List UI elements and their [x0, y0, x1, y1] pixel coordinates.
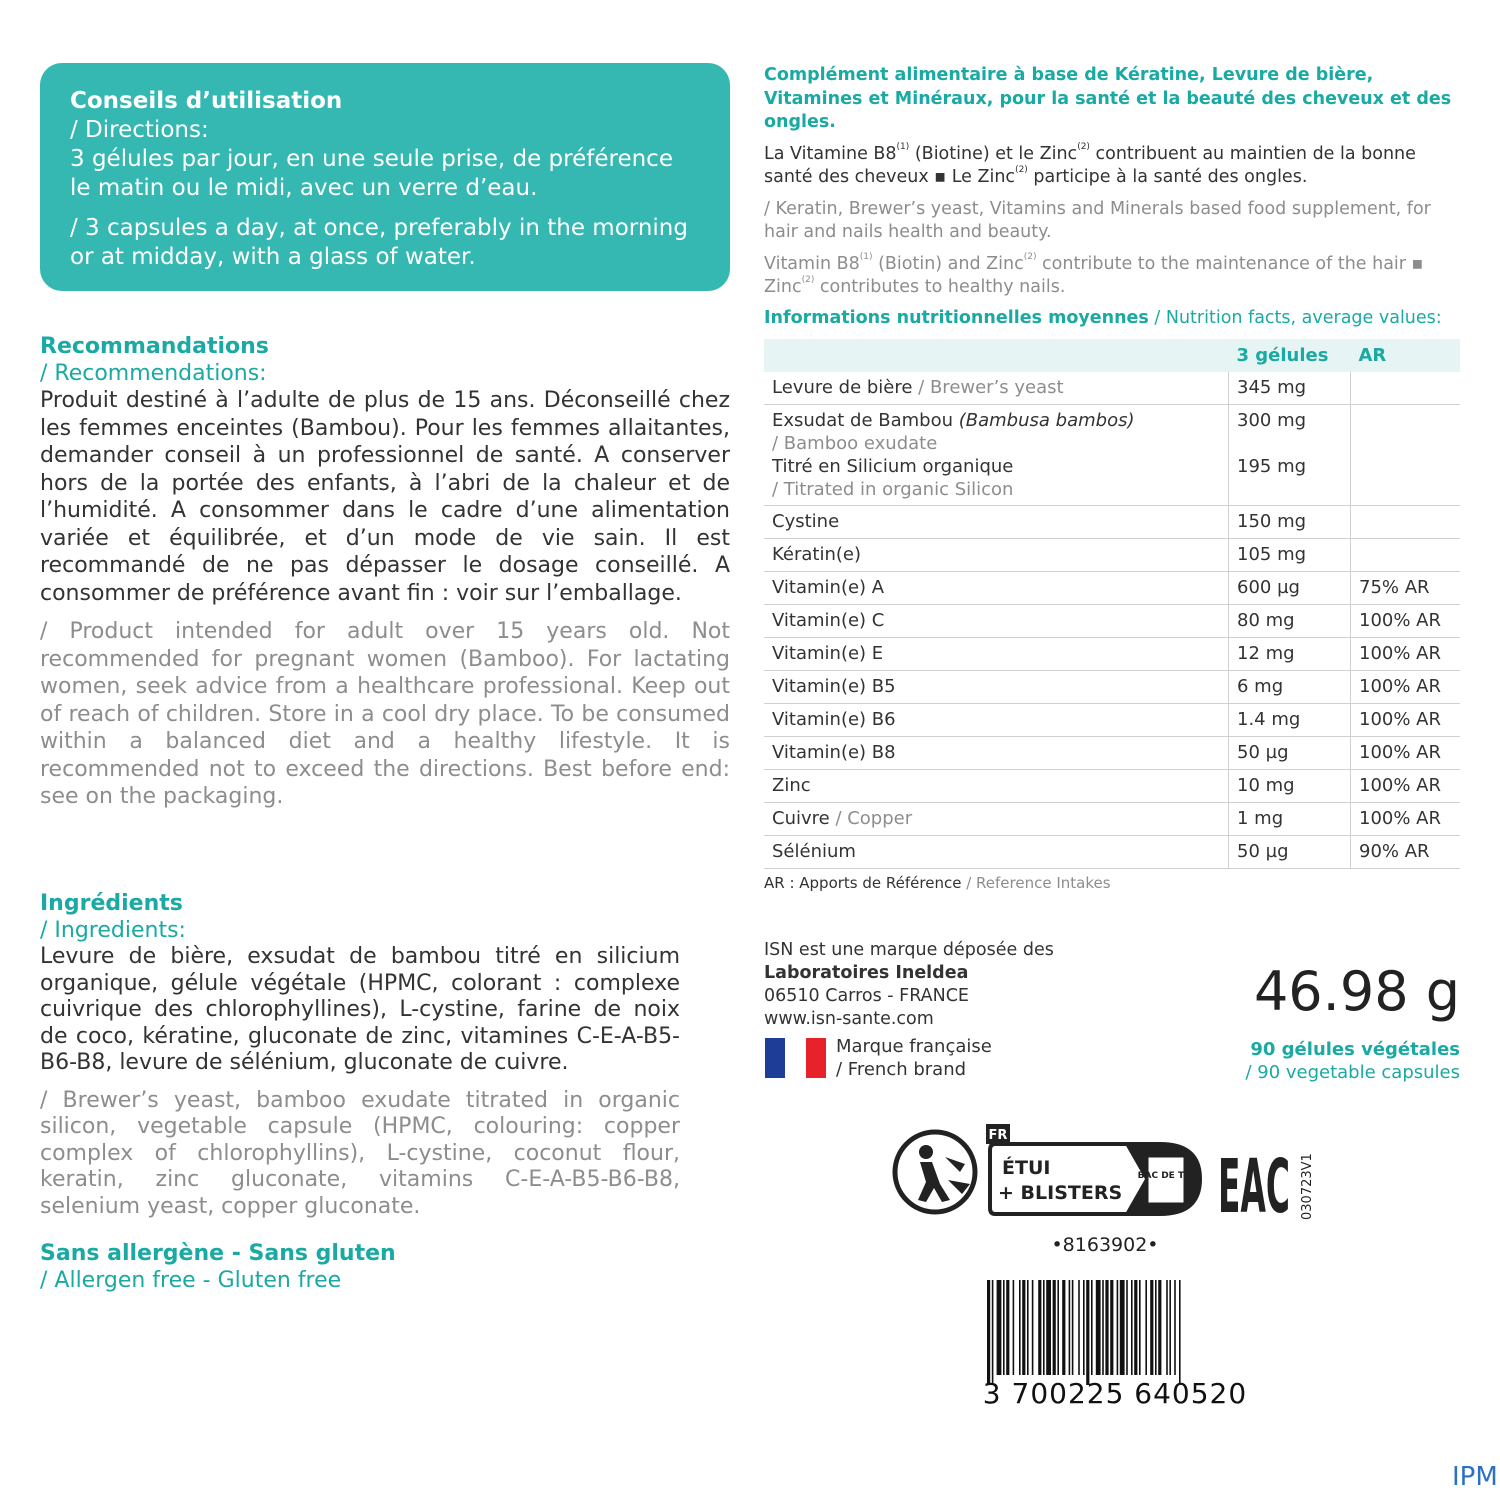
nutrient-en: / Titrated in organic Silicon — [772, 479, 1014, 500]
nutrient-ar: 100% AR — [1351, 803, 1461, 836]
barcode-bar — [1166, 1280, 1168, 1375]
eac-mark: EAC — [1218, 1144, 1290, 1222]
barcode-bar — [1083, 1280, 1085, 1375]
product-intro — [764, 64, 1464, 300]
table-row — [764, 671, 1460, 704]
nutrient-fr: Vitamin(e) B5 — [772, 676, 896, 697]
barcode-bar — [1126, 1280, 1128, 1375]
recommendations-en: / Product intended for adult over 15 years old. Not recommended for pregnant women (Bamboo). For lactating women, seek advice from a healthcare professional. Keep out of reach of children. Store in a cool dry place. To be consumed within a balanced diet and a healthy lifestyle. It is recommended not to exceed the directions. Best before end: see on the packaging. — [40, 619, 730, 809]
ipm-watermark — [1452, 1462, 1498, 1492]
barcode-bar — [1027, 1280, 1029, 1375]
claim-text: Vitamin B8 — [764, 253, 860, 274]
nutrient-dose: 600 µg — [1229, 572, 1351, 605]
intro-heading-en: / Keratin, Brewer’s yeast, Vitamins and Minerals based food supplement, for hair and nails health and beauty. — [764, 198, 1431, 242]
capsule-count — [1150, 1038, 1460, 1084]
barcode-bar — [992, 1280, 994, 1385]
nutrient-fr: Vitamin(e) B6 — [772, 709, 896, 730]
barcode-bar — [1102, 1280, 1104, 1375]
nutrient-ar — [1351, 506, 1461, 539]
nutrient-fr: Cystine — [772, 511, 840, 532]
nutrient-fr: Kératin(e) — [772, 544, 861, 565]
nutrition-title-en: / Nutrition facts, average values: — [1148, 308, 1442, 328]
claim-text: (Biotin) and Zinc — [872, 253, 1024, 274]
dose-value: 300 mg — [1237, 410, 1307, 431]
directions-subtitle: / Directions: — [70, 117, 209, 143]
barcode-bar — [1053, 1280, 1056, 1375]
claim-text: contributes to healthy nails. — [814, 277, 1066, 297]
barcode-bar — [1110, 1280, 1113, 1375]
table-row — [764, 704, 1460, 737]
nutrient-name — [764, 803, 1229, 836]
nutrient-fr: Exsudat de Bambou — [772, 410, 959, 431]
allergen-fr: Sans allergène - Sans gluten — [40, 1241, 396, 1266]
barcode-bar — [1145, 1280, 1147, 1375]
barcode-bar — [1057, 1280, 1059, 1375]
company-info — [764, 939, 1054, 1031]
nutrient-name — [764, 836, 1229, 869]
capsules-en: / 90 vegetable capsules — [1245, 1062, 1460, 1083]
barcode-bar — [1032, 1280, 1034, 1375]
nutrient-dose — [1229, 405, 1351, 506]
nutrient-fr: Levure de bière — [772, 377, 913, 398]
company-name: Laboratoires Ineldea — [764, 963, 969, 983]
directions-box — [40, 63, 730, 291]
barcode-bar — [1003, 1280, 1005, 1375]
recycle-country: FR — [988, 1128, 1008, 1143]
watermark-text: IPM — [1452, 1462, 1498, 1492]
barcode-bar — [1096, 1280, 1101, 1375]
barcode-bar — [997, 1280, 1002, 1375]
allergen-en: / Allergen free - Gluten free — [40, 1268, 342, 1293]
intro-claims-fr — [764, 143, 1464, 190]
nutrient-fr: Zinc — [772, 775, 811, 796]
barcode-bar — [987, 1280, 990, 1385]
barcode-bar — [1069, 1280, 1071, 1375]
nutrient-latin: (Bambusa bambos) — [958, 410, 1135, 431]
table-header-row — [764, 339, 1460, 372]
claim-text: participe à la santé des ongles. — [1027, 167, 1308, 187]
barcode-bar — [1038, 1280, 1041, 1375]
nutrient-en: / Copper — [829, 808, 913, 829]
nutrient-name — [764, 539, 1229, 572]
nutrient-dose: 105 mg — [1229, 539, 1351, 572]
recycle-line1: ÉTUI — [1002, 1157, 1051, 1179]
barcode-bar — [1062, 1280, 1065, 1375]
dose-value: 195 mg — [1237, 456, 1307, 477]
nutrient-fr: Vitamin(e) C — [772, 610, 885, 631]
barcode-bar — [1131, 1280, 1133, 1375]
nutrient-ar: 75% AR — [1351, 572, 1461, 605]
footnote-mark: (2) — [1077, 141, 1090, 152]
barcode-bar — [1013, 1280, 1015, 1375]
nutrient-dose: 50 µg — [1229, 737, 1351, 770]
nutrient-dose: 50 µg — [1229, 836, 1351, 869]
barcode-bar — [1046, 1280, 1051, 1375]
footnote-mark: (2) — [1015, 165, 1028, 175]
table-row — [764, 737, 1460, 770]
ar-note-en: / Reference Intakes — [961, 874, 1111, 892]
nutrient-name — [764, 605, 1229, 638]
nutrient-fr: Cuivre — [772, 808, 830, 829]
info-tri-icon — [986, 1124, 1200, 1214]
company-line: ISN est une marque déposée des — [764, 940, 1054, 960]
flag-stripe — [765, 1038, 785, 1078]
ingredients-en: / Brewer’s yeast, bamboo exudate titrated in organic silicon, vegetable capsule (HPMC, colouring: copper complex of chlorophyllins), L-cystine, coconut flour, keratin, zinc gluconate, vitamins C-E-A-B5-B6-B8, selenium yeast, copper gluconate. — [40, 1087, 680, 1219]
nutrition-title-fr: Informations nutritionnelles moyennes — [764, 308, 1149, 328]
nutrient-name — [764, 506, 1229, 539]
nutrient-dose: 80 mg — [1229, 605, 1351, 638]
nutrient-dose: 10 mg — [1229, 770, 1351, 803]
brand-fr: Marque française — [836, 1036, 992, 1057]
ingredients-section — [40, 890, 680, 1220]
ar-note — [764, 874, 1111, 892]
nutrient-ar: 100% AR — [1351, 770, 1461, 803]
table-row — [764, 770, 1460, 803]
version-code: 030723V1 — [1300, 1153, 1315, 1220]
nutrient-ar — [1351, 539, 1461, 572]
barcode-bar — [1134, 1280, 1137, 1375]
barcode-bar — [1043, 1280, 1045, 1375]
nutrient-fr: Vitamin(e) B8 — [772, 742, 896, 763]
recycling-logos — [890, 1122, 1310, 1222]
nutrient-ar: 100% AR — [1351, 638, 1461, 671]
ar-note-fr: AR : Apports de Référence — [764, 874, 962, 892]
nutrient-name — [764, 671, 1229, 704]
nutrient-fr: Vitamin(e) A — [772, 577, 885, 598]
brand-en: / French brand — [836, 1059, 967, 1080]
barcode-bar — [1179, 1280, 1181, 1385]
nutrient-fr: Vitamin(e) E — [772, 643, 884, 664]
barcode-bar — [1117, 1280, 1119, 1375]
nutrient-dose: 345 mg — [1229, 372, 1351, 405]
bin-label: BAC DE TRI — [1137, 1171, 1195, 1181]
claim-text: contribuent au maintien de la bonne santé des cheveux ▪ Le Zinc — [764, 143, 1416, 187]
barcode — [985, 1280, 1240, 1385]
net-weight: 46.98 g — [1253, 960, 1460, 1023]
barcode-bar — [1169, 1280, 1171, 1375]
directions-en: / 3 capsules a day, at once, preferably in the morning or at midday, with a glass of water. — [70, 215, 688, 270]
claim-text: La Vitamine B8 — [764, 143, 897, 164]
barcode-bar — [1019, 1280, 1021, 1375]
nutrient-ar: 100% AR — [1351, 605, 1461, 638]
nutrient-name — [764, 638, 1229, 671]
nutrient-ar — [1351, 405, 1461, 506]
nutrient-ar: 90% AR — [1351, 836, 1461, 869]
nutrient-fr: Titré en Silicium organique — [772, 456, 1014, 477]
brand-origin — [836, 1035, 992, 1081]
nutrient-name — [764, 770, 1229, 803]
nutrition-table — [764, 339, 1460, 869]
nutrient-dose: 1.4 mg — [1229, 704, 1351, 737]
nutrient-ar: 100% AR — [1351, 671, 1461, 704]
barcode-bar — [1155, 1280, 1157, 1375]
directions-fr: 3 gélules par jour, en une seule prise, de préférence le matin ou le midi, avec un verre d’eau. — [70, 146, 673, 201]
table-row — [764, 605, 1460, 638]
table-row — [764, 803, 1460, 836]
header-empty — [764, 339, 1229, 372]
barcode-bar — [1072, 1280, 1074, 1375]
barcode-number: 3 700225 640520 — [982, 1377, 1248, 1410]
recommendations-section — [40, 333, 730, 811]
barcode-bar — [1150, 1280, 1153, 1375]
footnote-mark: (2) — [801, 275, 815, 285]
triman-icon — [895, 1132, 975, 1212]
barcode-bar — [1139, 1280, 1141, 1375]
directions-title: Conseils d’utilisation — [70, 88, 343, 114]
nutrition-title — [764, 308, 1464, 328]
capsules-fr: 90 gélules végétales — [1250, 1039, 1460, 1060]
barcode-bar — [1091, 1280, 1093, 1375]
barcode-bar — [1105, 1280, 1108, 1375]
flag-stripe — [785, 1038, 805, 1078]
barcode-bar — [1078, 1280, 1080, 1375]
intro-heading: Complément alimentaire à base de Kératine, Levure de bière, Vitamines et Minéraux, pour la santé et la beauté des cheveux et des ongles. — [764, 65, 1452, 132]
header-dose: 3 gélules — [1229, 339, 1351, 372]
table-row-bamboo — [764, 405, 1460, 506]
nutrient-ar — [1351, 372, 1461, 405]
table-row — [764, 836, 1460, 869]
footnote-mark: (1) — [859, 251, 873, 262]
recommendations-title: Recommandations — [40, 334, 269, 359]
ingredients-title: Ingrédients — [40, 891, 183, 916]
table-row — [764, 638, 1460, 671]
recycle-line2: + BLISTERS — [998, 1182, 1123, 1204]
recommendations-subtitle: / Recommendations: — [40, 361, 267, 386]
company-website: www.isn-sante.com — [764, 1009, 934, 1029]
allergen-section — [40, 1240, 680, 1294]
company-address: 06510 Carros - FRANCE — [764, 986, 969, 1006]
nutrient-dose: 6 mg — [1229, 671, 1351, 704]
claim-text: (Biotine) et le Zinc — [909, 143, 1078, 164]
table-row — [764, 539, 1460, 572]
nutrient-dose: 1 mg — [1229, 803, 1351, 836]
header-ar: AR — [1351, 339, 1461, 372]
ingredients-subtitle: / Ingredients: — [40, 918, 186, 943]
nutrient-name — [764, 737, 1229, 770]
nutrient-name — [764, 405, 1229, 506]
intro-claims-en — [764, 253, 1464, 300]
nutrient-dose: 12 mg — [1229, 638, 1351, 671]
nutrient-dose: 150 mg — [1229, 506, 1351, 539]
barcode-bar — [1006, 1280, 1009, 1375]
nutrient-ar: 100% AR — [1351, 704, 1461, 737]
barcode-bar — [1086, 1280, 1089, 1385]
table-row — [764, 372, 1460, 405]
nutrient-en: / Bamboo exudate — [772, 433, 938, 454]
nutrient-name — [764, 372, 1229, 405]
footnote-mark: (1) — [896, 141, 910, 152]
nutrient-fr: Sélénium — [772, 841, 856, 862]
french-flag-icon — [765, 1038, 826, 1078]
product-code: •8163902• — [1051, 1234, 1159, 1256]
table-row — [764, 572, 1460, 605]
nutrient-name — [764, 704, 1229, 737]
footnote-mark: (2) — [1023, 251, 1037, 262]
barcode-bar — [1120, 1280, 1125, 1375]
nutrient-en: / Brewer’s yeast — [912, 377, 1064, 398]
recommendations-fr: Produit destiné à l’adulte de plus de 15 ans. Déconseillé chez les femmes enceintes (Bambou). Pour les femmes allaitantes, demander conseil à un professionnel de santé. A conserver hors de la portée des enfants, à l’abri de la chaleur et de l’humidité. A consommer dans le cadre d’une alimentation variée et équilibrée, et d’un mode de vie sain. Il est recommandé de ne pas dépasser le dosage conseillé. A consommer de préférence avant fin : voir sur l’emballage. — [40, 388, 730, 606]
nutrient-name — [764, 572, 1229, 605]
table-row — [764, 506, 1460, 539]
barcode-bar — [1174, 1280, 1176, 1375]
nutrient-ar: 100% AR — [1351, 737, 1461, 770]
flag-stripe — [806, 1038, 826, 1078]
claim-text: contribute to the maintenance of the hair ▪ Zinc — [764, 253, 1424, 297]
ingredients-fr: Levure de bière, exsudat de bambou titré en silicium organique, gélule végétale (HPMC, colorant : complexe cuivrique des chlorophyllines), L-cystine, farine de noix de coco, kératine, gluconate de zinc, vitamines C-E-A-B5-B6-B8, levure de sélénium, gluconate de cuivre. — [40, 944, 680, 1075]
barcode-bar — [1022, 1280, 1025, 1375]
barcode-bar — [1158, 1280, 1161, 1375]
